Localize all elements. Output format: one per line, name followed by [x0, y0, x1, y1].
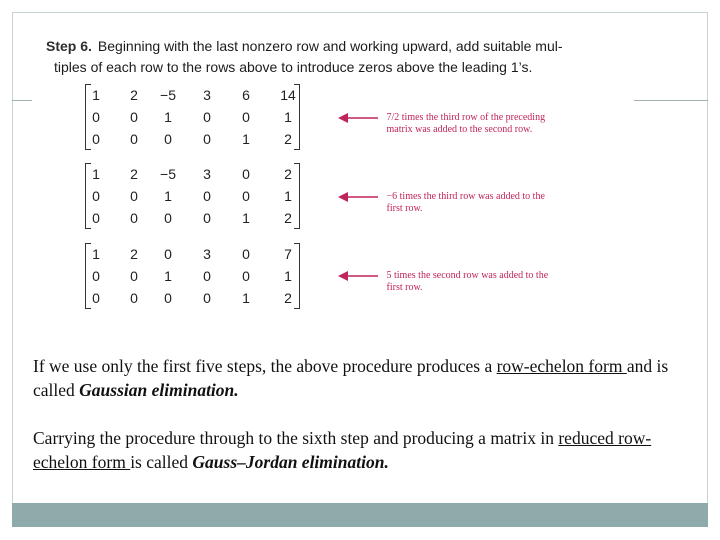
note-line-1: 5 times the second row was added to the	[386, 270, 549, 281]
matrix-row	[85, 163, 300, 185]
matrix-cell: 0	[130, 290, 138, 306]
matrix-cell: 1	[164, 268, 172, 284]
matrix-cell: 0	[164, 246, 172, 262]
step-line-2: tiples of each row to the rows above to introduce zeros above the leading 1’s.	[54, 59, 533, 75]
matrix-cell: 2	[284, 166, 292, 182]
matrix-cell: −5	[160, 166, 176, 182]
matrix-cell: 1	[92, 246, 100, 262]
step-6-text	[46, 36, 626, 78]
matrix-3	[85, 243, 300, 311]
matrix-row	[85, 106, 300, 128]
matrix-cell: 2	[284, 131, 292, 147]
matrix-cell: 2	[284, 290, 292, 306]
paragraph-gauss-jordan	[33, 426, 703, 474]
matrix-cell: 0	[92, 188, 100, 204]
matrix-cell: 3	[203, 246, 211, 262]
left-arrow-icon	[338, 191, 378, 203]
note-3	[338, 270, 577, 294]
matrix-cell: 0	[242, 188, 250, 204]
matrix-cell: 0	[203, 268, 211, 284]
matrix-cell: 0	[92, 290, 100, 306]
paragraph-text: Carrying the procedure through to the sixth step and producing a matrix in	[33, 428, 559, 448]
matrix-cell: 0	[164, 210, 172, 226]
paragraph-text: If we use only the first five steps, the above procedure produces a	[33, 356, 497, 376]
note-line-2: first row.	[386, 282, 423, 293]
matrix-cell: 0	[242, 166, 250, 182]
matrix-cell: 0	[92, 131, 100, 147]
left-arrow-icon	[338, 270, 378, 282]
note-line-1: 7/2 times the third row of the preceding	[386, 112, 546, 123]
matrix-cell: 2	[130, 246, 138, 262]
matrix-row	[85, 185, 300, 207]
matrix-cell: 14	[280, 87, 296, 103]
divider-right	[634, 100, 708, 101]
matrix-cell: 2	[130, 87, 138, 103]
matrix-cell: 0	[92, 268, 100, 284]
matrix-cell: 1	[164, 109, 172, 125]
matrix-cell: 0	[92, 210, 100, 226]
footer-bar	[12, 503, 708, 527]
matrix-cell: 3	[203, 166, 211, 182]
note-1	[338, 112, 577, 136]
paragraph-text: and is called	[33, 356, 669, 400]
matrix-cell: 0	[164, 131, 172, 147]
matrix-cell: 1	[92, 87, 100, 103]
matrix-cell: 0	[242, 109, 250, 125]
matrix-cell: 0	[130, 188, 138, 204]
matrix-cell: 0	[92, 109, 100, 125]
matrix-cell: 1	[284, 109, 292, 125]
matrix-cell: 1	[284, 268, 292, 284]
matrix-cell: 3	[203, 87, 211, 103]
row-echelon-form-term: row-echelon form	[496, 356, 627, 376]
matrix-cell: 0	[130, 131, 138, 147]
divider-left	[12, 100, 32, 101]
step-line-1: Beginning with the last nonzero row and working upward, add suitable mul-	[97, 38, 563, 54]
matrix-row	[85, 84, 300, 106]
matrix-cell: 1	[242, 210, 250, 226]
note-2	[338, 191, 577, 215]
matrix-cell: 0	[130, 109, 138, 125]
matrix-row	[85, 265, 300, 287]
matrix-cell: 2	[130, 166, 138, 182]
matrix-2	[85, 163, 300, 231]
matrix-cell: 0	[203, 109, 211, 125]
matrix-cell: 0	[203, 210, 211, 226]
left-arrow-icon	[338, 112, 378, 124]
matrix-cell: 2	[284, 210, 292, 226]
matrix-1	[85, 84, 300, 152]
matrix-row	[85, 128, 300, 150]
matrix-cell: 0	[203, 131, 211, 147]
matrix-cell: 1	[242, 290, 250, 306]
reduced-row-echelon-form-term: reduced row-echelon form	[33, 428, 652, 472]
matrix-cell: 1	[92, 166, 100, 182]
note-line-2: first row.	[386, 203, 423, 214]
matrix-cell: 0	[242, 246, 250, 262]
gauss-jordan-elimination-term: Gauss–Jordan elimination.	[192, 452, 389, 472]
matrix-cell: 1	[242, 131, 250, 147]
matrix-row	[85, 207, 300, 229]
matrix-cell: 0	[242, 268, 250, 284]
matrix-cell: 1	[164, 188, 172, 204]
paragraph-text: is called	[130, 452, 193, 472]
gaussian-elimination-term: Gaussian elimination.	[79, 380, 239, 400]
note-line-2: matrix was added to the second row.	[386, 124, 533, 135]
matrix-cell: 0	[203, 188, 211, 204]
note-line-1: −6 times the third row was added to the	[386, 191, 545, 202]
matrix-cell: 0	[130, 268, 138, 284]
matrix-cell: 1	[284, 188, 292, 204]
matrix-cell: 0	[130, 210, 138, 226]
step-label: Step 6.	[46, 38, 92, 54]
matrix-cell: −5	[160, 87, 176, 103]
matrix-cell: 0	[203, 290, 211, 306]
matrix-row	[85, 243, 300, 265]
matrix-cell: 6	[242, 87, 250, 103]
matrix-cell: 0	[164, 290, 172, 306]
paragraph-gaussian	[33, 354, 703, 402]
matrix-cell: 7	[284, 246, 292, 262]
matrix-row	[85, 287, 300, 309]
